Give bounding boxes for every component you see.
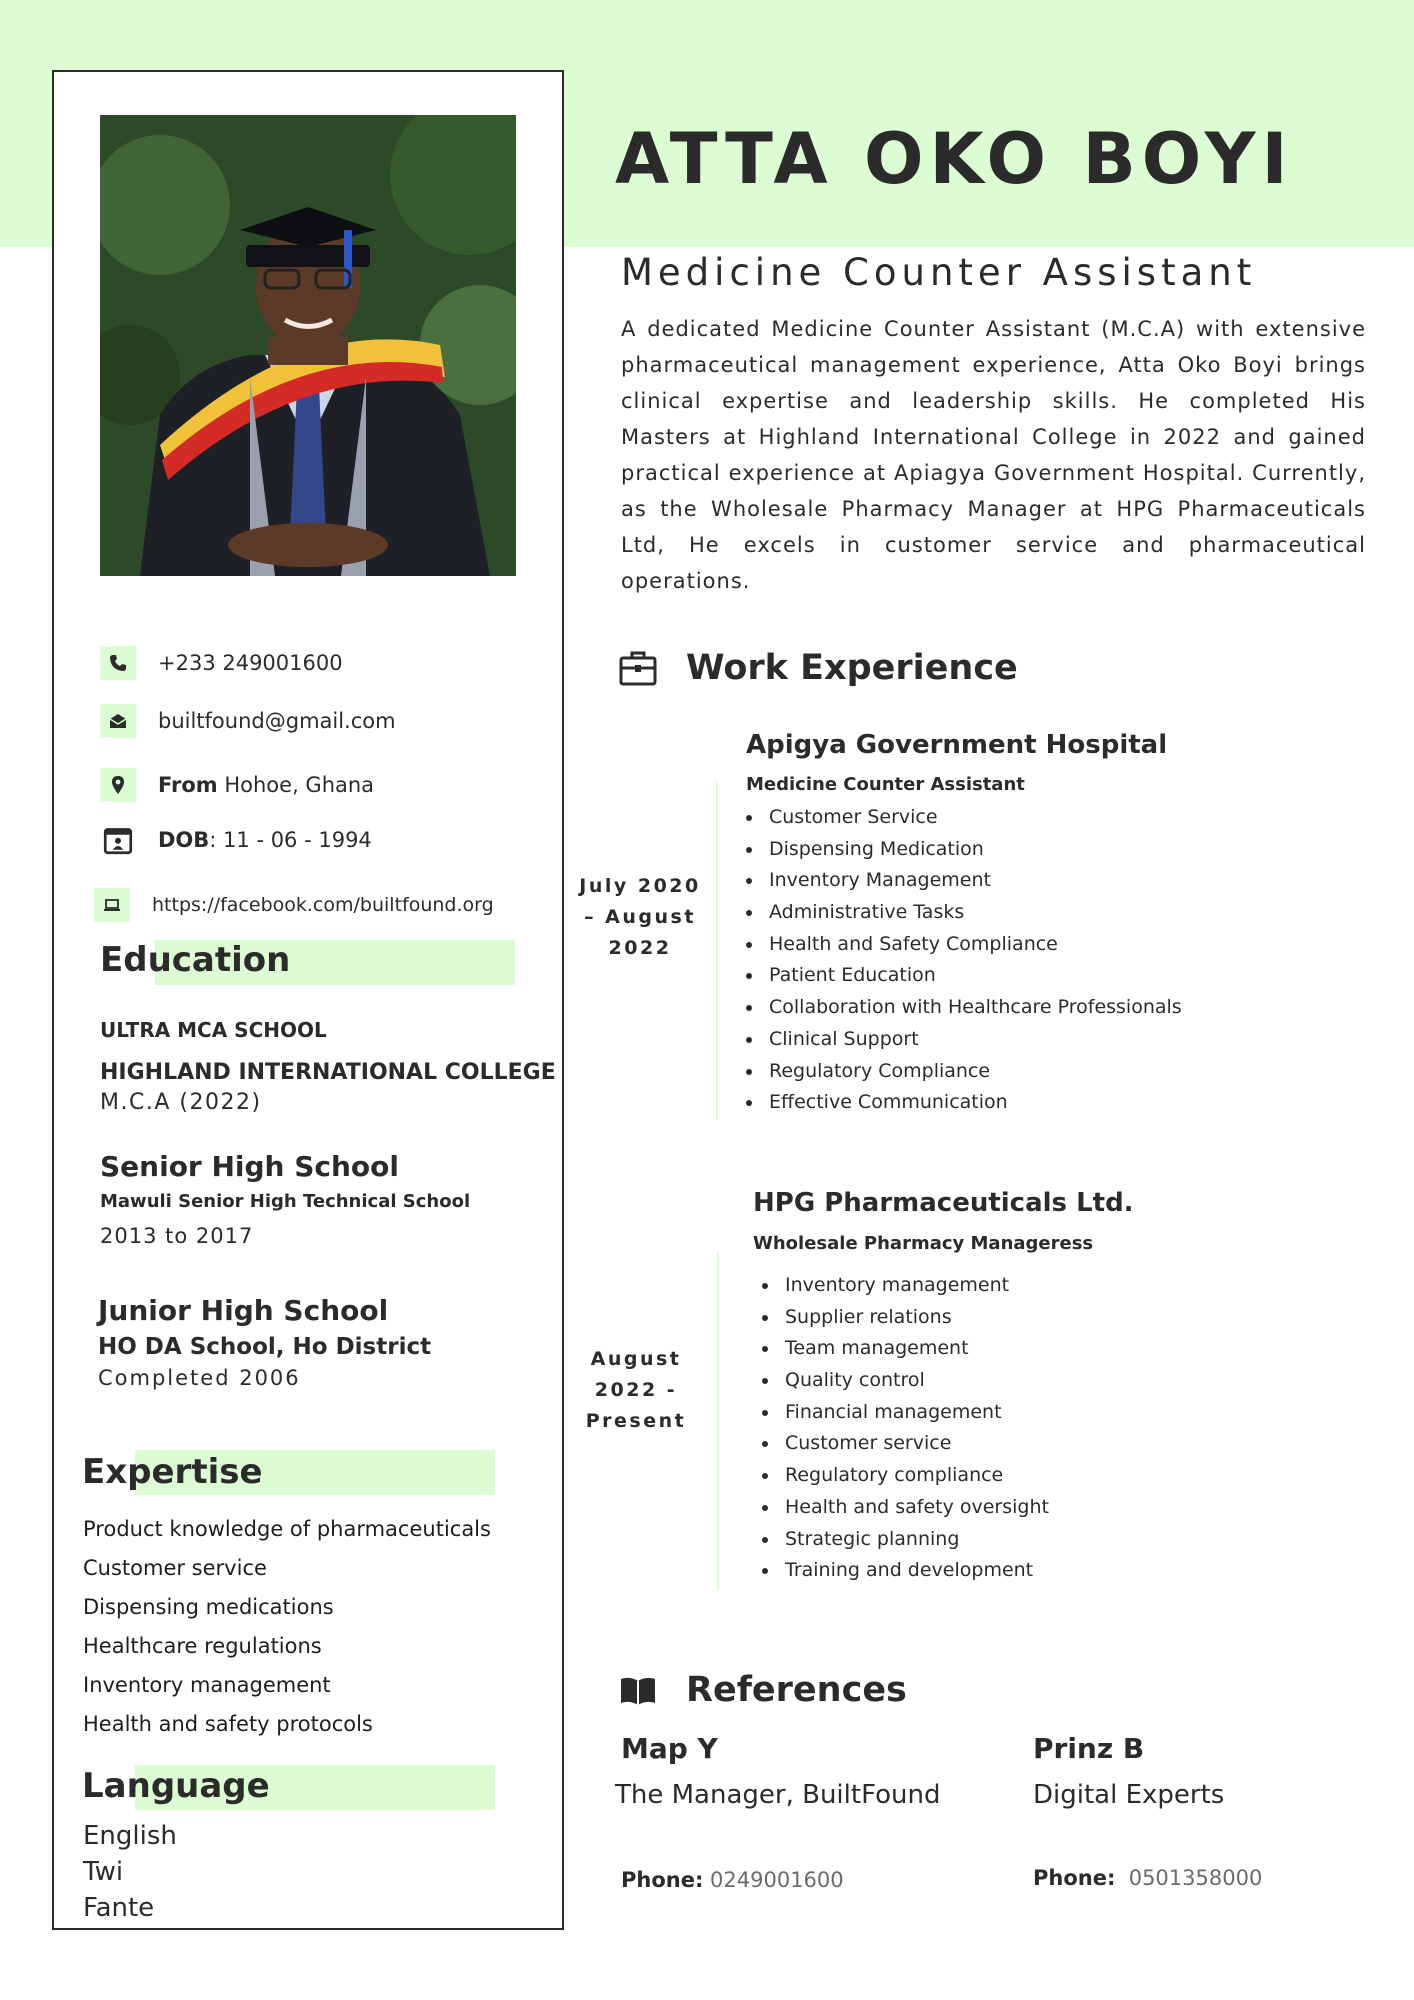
duty-item: Health and safety oversight bbox=[762, 1492, 1049, 1524]
language-item: Twi bbox=[83, 1857, 124, 1887]
profile-photo bbox=[100, 115, 516, 576]
open-book-icon bbox=[618, 1670, 658, 1710]
job-role-2: Wholesale Pharmacy Manageress bbox=[753, 1233, 1094, 1254]
briefcase-icon bbox=[618, 648, 658, 688]
contact-dob-row bbox=[100, 823, 372, 857]
edu-detail-4: Completed 2006 bbox=[98, 1366, 301, 1390]
expertise-item: Customer service bbox=[83, 1556, 267, 1580]
expertise-item: Health and safety protocols bbox=[83, 1712, 373, 1736]
email-address[interactable]: builtfound@gmail.com bbox=[158, 709, 396, 733]
duty-item: Regulatory compliance bbox=[762, 1460, 1049, 1492]
timeline-line-2 bbox=[717, 1252, 719, 1590]
edu-detail-3: 2013 to 2017 bbox=[100, 1224, 254, 1248]
duty-item: Team management bbox=[762, 1333, 1049, 1365]
location-pin-icon bbox=[100, 768, 136, 802]
edu-school-2: HIGHLAND INTERNATIONAL COLLEGE bbox=[100, 1060, 556, 1085]
profile-summary: A dedicated Medicine Counter Assistant (M.C.A) with extensive pharmaceutical management experience, Atta Oko Boyi brings clinical expertise and leadership skills. He completed His Masters at Highland International College in 2022 and gained practical experience at Apiagya Government Hospital. Currently, as the Wholesale Pharmacy Manager at HPG Pharmaceuticals Ltd, He excels in customer service and pharmaceutical operations. bbox=[621, 317, 1366, 593]
job-dates-1 bbox=[575, 871, 705, 964]
reference-org-2: Digital Experts bbox=[1033, 1780, 1225, 1810]
location bbox=[158, 773, 374, 797]
reference-org-1: The Manager, BuiltFound bbox=[615, 1780, 941, 1810]
calendar-icon bbox=[100, 823, 136, 857]
language-item: English bbox=[83, 1821, 177, 1851]
language-list bbox=[83, 1818, 177, 1926]
references-heading: References bbox=[686, 1670, 907, 1710]
expertise-item: Product knowledge of pharmaceuticals bbox=[83, 1517, 491, 1541]
expertise-list bbox=[83, 1510, 491, 1744]
duty-item: Administrative Tasks bbox=[746, 897, 1182, 929]
phone-icon bbox=[100, 646, 136, 680]
duty-item: Customer service bbox=[762, 1428, 1049, 1460]
date-of-birth bbox=[158, 828, 372, 852]
phone-label: Phone: bbox=[621, 1868, 704, 1892]
language-heading: Language bbox=[82, 1766, 270, 1806]
job-duties-2 bbox=[762, 1270, 1049, 1587]
job-dates-2 bbox=[571, 1344, 701, 1437]
duty-item: Dispensing Medication bbox=[746, 834, 1182, 866]
from-label: From bbox=[158, 773, 218, 797]
duty-item: Strategic planning bbox=[762, 1524, 1049, 1556]
duty-item: Inventory Management bbox=[746, 865, 1182, 897]
from-value: Hohoe, Ghana bbox=[217, 773, 375, 797]
duty-item: Clinical Support bbox=[746, 1024, 1182, 1056]
work-experience-heading: Work Experience bbox=[686, 648, 1018, 688]
education-heading: Education bbox=[100, 940, 291, 980]
dob-value: : 11 - 06 - 1994 bbox=[209, 828, 372, 852]
reference-phone-2 bbox=[1033, 1866, 1262, 1890]
expertise-item: Healthcare regulations bbox=[83, 1634, 322, 1658]
edu-school-4: HO DA School, Ho District bbox=[98, 1334, 432, 1360]
expertise-item: Dispensing medications bbox=[83, 1595, 334, 1619]
duty-item: Training and development bbox=[762, 1555, 1049, 1587]
job-org-2: HPG Pharmaceuticals Ltd. bbox=[753, 1188, 1134, 1218]
duty-item: Quality control bbox=[762, 1365, 1049, 1397]
work-experience-header bbox=[618, 648, 1018, 688]
duty-item: Effective Communication bbox=[746, 1087, 1182, 1119]
reference-name-2: Prinz B bbox=[1033, 1732, 1145, 1765]
date-line: 2022 bbox=[608, 937, 672, 959]
duty-item: Customer Service bbox=[746, 802, 1182, 834]
edu-school-1: ULTRA MCA SCHOOL bbox=[100, 1018, 327, 1042]
edu-detail-2: M.C.A (2022) bbox=[100, 1090, 262, 1115]
website-link[interactable]: https://facebook.com/builtfound.org bbox=[152, 894, 494, 916]
dob-label: DOB bbox=[158, 828, 210, 852]
duty-item: Financial management bbox=[762, 1397, 1049, 1429]
duty-item: Collaboration with Healthcare Professionals bbox=[746, 992, 1182, 1024]
contact-website-row bbox=[94, 888, 494, 922]
job-duties-1 bbox=[746, 802, 1182, 1119]
edu-school-3: Mawuli Senior High Technical School bbox=[100, 1191, 471, 1212]
duty-item: Patient Education bbox=[746, 960, 1182, 992]
contact-location-row bbox=[100, 768, 374, 802]
job-role-1: Medicine Counter Assistant bbox=[746, 774, 1025, 795]
references-header bbox=[618, 1670, 907, 1710]
reference-name-1: Map Y bbox=[621, 1732, 718, 1765]
duty-item: Supplier relations bbox=[762, 1302, 1049, 1334]
reference-phone-1 bbox=[621, 1868, 844, 1892]
contact-email-row bbox=[100, 704, 396, 738]
phone-value: 0501358000 bbox=[1115, 1866, 1263, 1890]
expertise-heading: Expertise bbox=[82, 1452, 263, 1492]
phone-label: Phone: bbox=[1033, 1866, 1116, 1890]
date-line: August bbox=[590, 1348, 682, 1370]
duty-item: Health and Safety Compliance bbox=[746, 929, 1182, 961]
expertise-item: Inventory management bbox=[83, 1673, 331, 1697]
phone-number: +233 249001600 bbox=[158, 651, 343, 675]
candidate-name: ATTA OKO BOYI bbox=[615, 118, 1294, 200]
duty-item: Inventory management bbox=[762, 1270, 1049, 1302]
duty-item: Regulatory Compliance bbox=[746, 1056, 1182, 1088]
laptop-icon bbox=[94, 888, 130, 922]
language-item: Fante bbox=[83, 1893, 155, 1923]
mail-icon bbox=[100, 704, 136, 738]
date-line: Present bbox=[585, 1410, 687, 1432]
timeline-line-1 bbox=[716, 782, 718, 1120]
job-org-1: Apigya Government Hospital bbox=[746, 730, 1168, 760]
job-title: Medicine Counter Assistant bbox=[621, 251, 1257, 294]
edu-level-3: Senior High School bbox=[100, 1150, 400, 1183]
date-line: July 2020 bbox=[579, 875, 701, 897]
edu-level-4: Junior High School bbox=[98, 1294, 389, 1327]
phone-value: 0249001600 bbox=[703, 1868, 844, 1892]
contact-phone-row bbox=[100, 646, 343, 680]
date-line: – August bbox=[584, 906, 696, 928]
date-line: 2022 - bbox=[594, 1379, 678, 1401]
